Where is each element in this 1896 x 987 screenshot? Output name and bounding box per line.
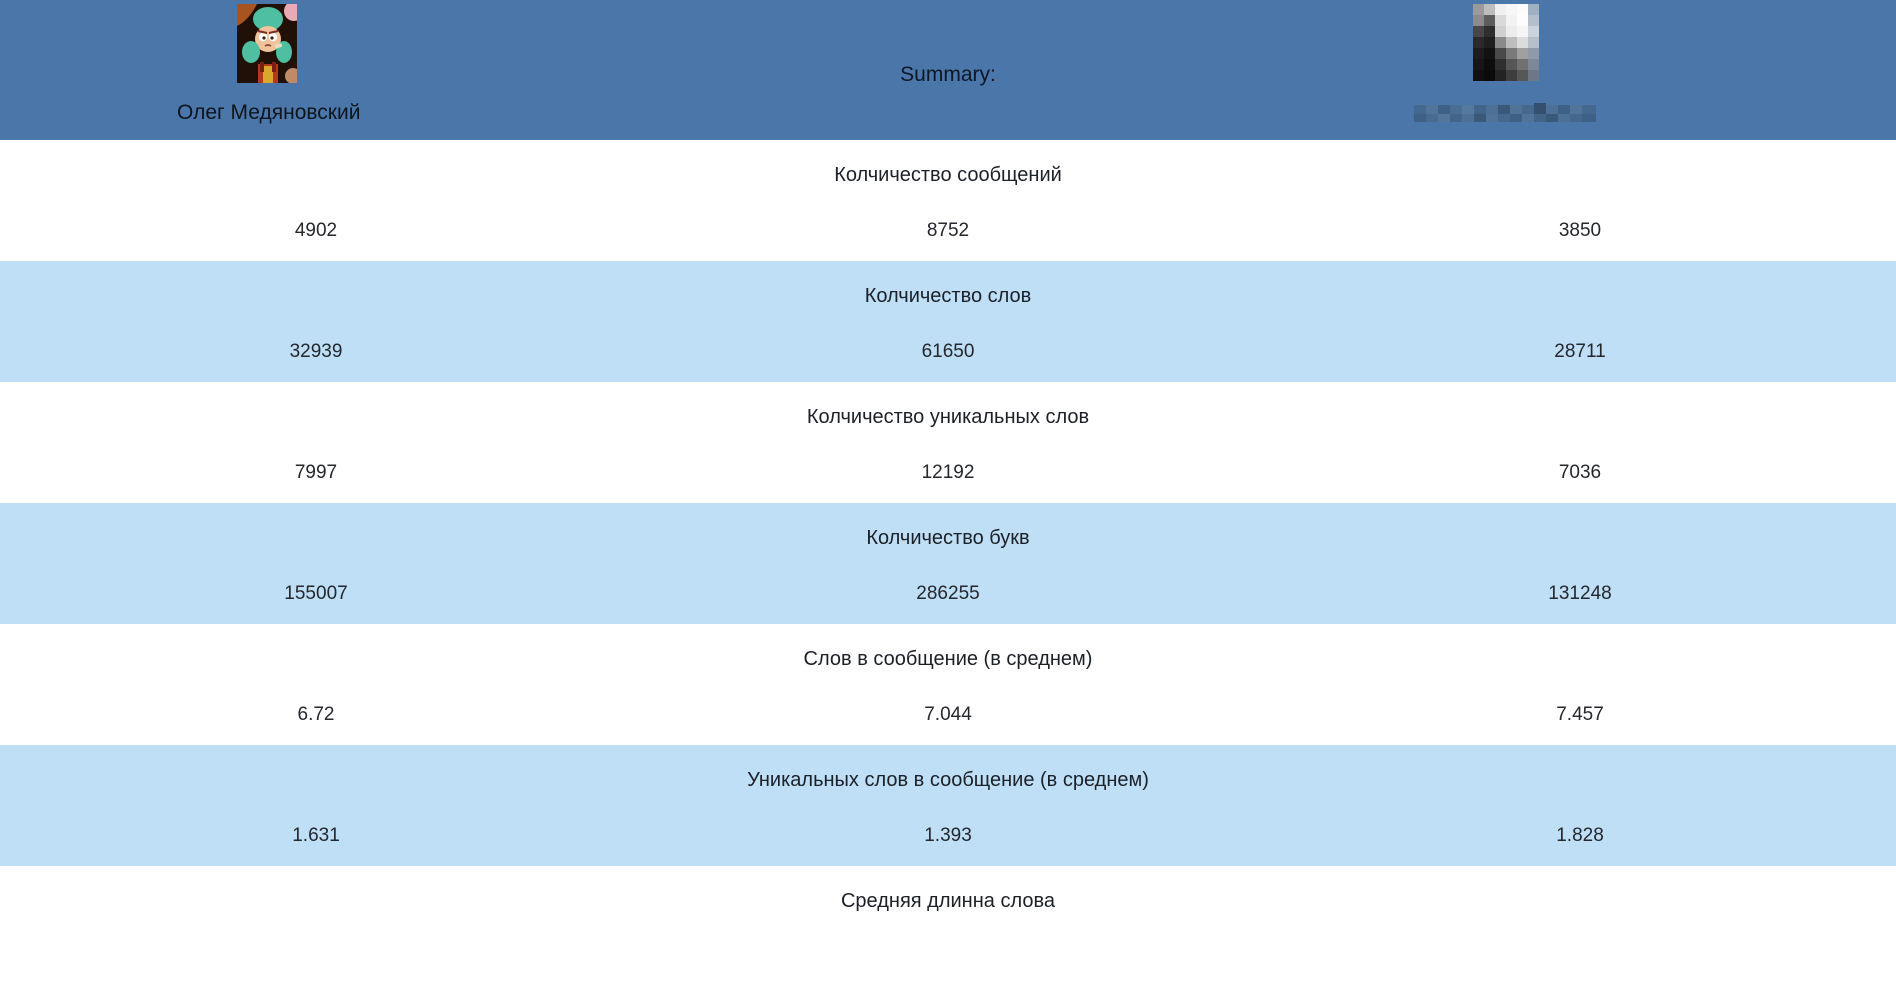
stat-value: 1.631 (292, 825, 340, 846)
stat-label: Колчичество сообщений (834, 164, 1062, 186)
stat-row (0, 503, 1896, 624)
stat-label: Колчичество уникальных слов (806, 406, 1090, 428)
stat-value: 286255 (916, 583, 980, 604)
stat-values-row (0, 825, 1896, 847)
stat-values-row (0, 220, 1896, 242)
stat-row (0, 261, 1896, 382)
stat-value: 7.457 (1556, 704, 1604, 725)
stat-values-row (0, 704, 1896, 726)
stat-row (0, 745, 1896, 866)
stat-value: 3850 (1558, 220, 1602, 241)
stat-value: 6.72 (297, 704, 335, 725)
left-person-name: Олег Медяновский (177, 101, 361, 124)
stat-row (0, 866, 1896, 987)
header (0, 0, 1896, 140)
stat-row (0, 140, 1896, 261)
stat-row (0, 382, 1896, 503)
stat-value: 7.044 (924, 704, 972, 725)
stat-values-row (0, 462, 1896, 484)
right-person-name-censored (1412, 101, 1600, 125)
stat-label: Средняя длинна слова (840, 890, 1055, 912)
stat-value: 12192 (921, 462, 975, 483)
stat-value: 32939 (289, 341, 343, 362)
stats-table (0, 140, 1896, 987)
right-person-avatar-censored-icon (1473, 4, 1539, 81)
stat-value: 61650 (921, 341, 975, 362)
stat-label: Уникальных слов в сообщение (в среднем) (747, 769, 1149, 791)
stat-row (0, 624, 1896, 745)
stat-label: Колчичество букв (866, 527, 1030, 549)
summary-title: Summary: (900, 63, 996, 86)
stat-value: 1.828 (1556, 825, 1604, 846)
stat-value: 7036 (1558, 462, 1602, 483)
stat-value: 8752 (926, 220, 970, 241)
stat-values-row (0, 341, 1896, 363)
stat-value: 1.393 (924, 825, 972, 846)
right-person (1411, 0, 1601, 125)
stat-value: 28711 (1554, 341, 1606, 362)
stat-value: 155007 (284, 583, 348, 604)
stat-values-row (0, 583, 1896, 605)
stat-value: 7997 (294, 462, 338, 483)
stat-value: 4902 (294, 220, 338, 241)
stat-label: Колчичество слов (864, 285, 1032, 307)
stat-label: Слов в сообщение (в среднем) (803, 648, 1093, 670)
stat-value: 131248 (1548, 583, 1612, 604)
